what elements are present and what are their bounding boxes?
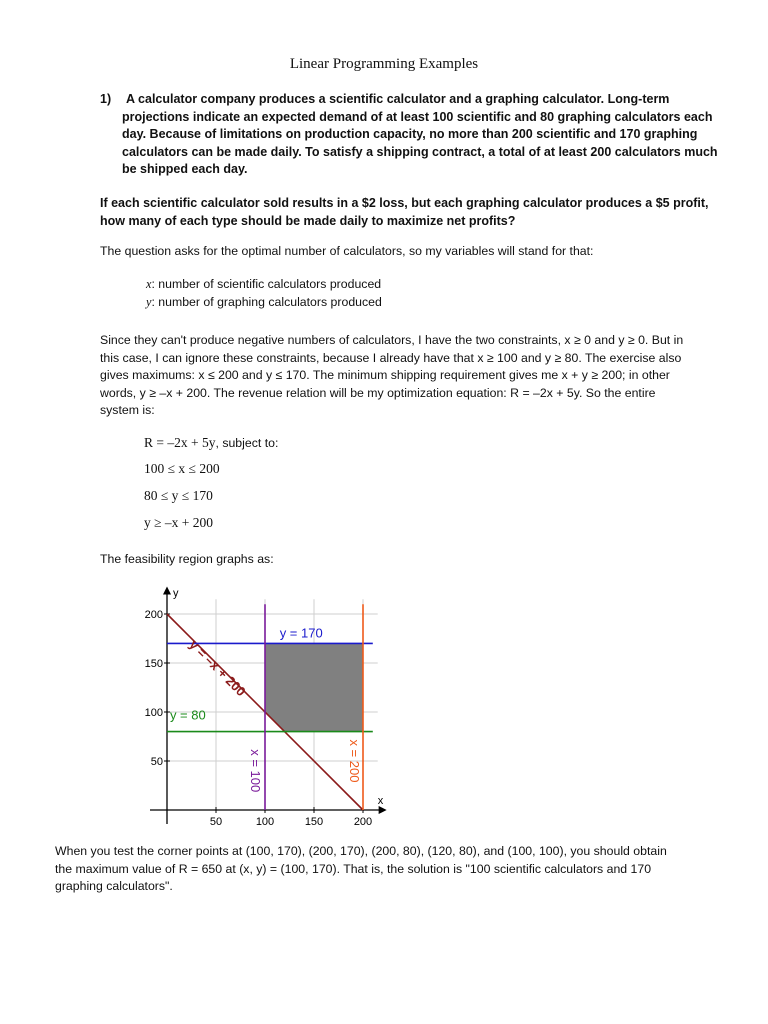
- paragraph-line: graphing calculators".: [55, 879, 173, 893]
- x-axis-label: x: [377, 795, 384, 807]
- label-y170: y = 170: [279, 625, 323, 641]
- variable-symbol: y: [146, 295, 152, 309]
- intro-text: The question asks for the optimal number of calculators, so my variables will stand for that:: [100, 244, 594, 258]
- graph-intro: The feasibility region graphs as:: [100, 552, 274, 566]
- x-axis-arrow: [379, 806, 387, 814]
- label-diagonal: y = –x + 200: [186, 636, 249, 700]
- objective-equation: [144, 435, 278, 451]
- variable-desc: : number of scientific calculators produced: [151, 277, 382, 291]
- objective: R = –2x + 5y: [144, 435, 216, 450]
- variable-symbol: x: [146, 277, 152, 291]
- y-tick-label: 150: [144, 658, 163, 670]
- paragraph-line: When you test the corner points at (100, 170), (200, 170), (200, 80), (120, 80), and (100, 100), you should obtain: [55, 844, 667, 858]
- x-tick-label: 50: [209, 816, 223, 828]
- paragraph-line: this case, I can ignore these constraints, because I already have that x ≥ 100 and y ≥ 80. The exercise also: [100, 350, 682, 365]
- conclusion-paragraph: [55, 843, 755, 896]
- subject-to: , subject to:: [215, 436, 279, 450]
- variable-x: [146, 277, 381, 292]
- x-tick-label: 200: [353, 816, 373, 828]
- variable-y: [146, 295, 382, 310]
- variable-desc: : number of graphing calculators produced: [151, 295, 382, 309]
- label-y80: y = 80: [169, 707, 206, 723]
- paragraph-line: gives maximums: x ≤ 200 and y ≤ 170. The minimum shipping requirement gives me x + y ≥ 200; in other: [100, 368, 670, 382]
- y-axis-arrow: [163, 586, 171, 594]
- problem-number: 1): [100, 92, 112, 106]
- feasibility-chart: [140, 578, 400, 828]
- label-x100: x = 100: [248, 749, 263, 793]
- page-title: Linear Programming Examples: [289, 56, 479, 72]
- question-text: If each scientific calculator sold results in a $2 loss, but each graphing calculator produces a $5 profit, how many of each type should be made daily to maximize net profits?: [100, 196, 709, 228]
- y-tick-label: 200: [144, 609, 163, 621]
- paragraph-line: Since they can't produce negative numbers of calculators, I have the two constraints, x ≥ 0 and y ≥ 0. But in: [100, 333, 684, 347]
- paragraph-line: the maximum value of R = 650 at (x, y) = (100, 170). That is, the solution is "100 scientific calculators and 170: [55, 861, 652, 876]
- x-tick-label: 100: [255, 816, 275, 828]
- constraint-shipping: y ≥ –x + 200: [144, 515, 214, 530]
- y-tick-label: 50: [150, 756, 163, 768]
- constraints-paragraph: [100, 332, 740, 420]
- y-axis-label: y: [173, 587, 179, 600]
- x-tick-label: 150: [304, 816, 324, 828]
- problem-text: A calculator company produces a scientific calculator and a graphing calculator. Long-term projections indicate an expected demand of at least 100 scientific and 80 graphing calculators each day. Because of limitations on production capacity, no more than 200 scientific and 170 graphing calculators can be made daily. To satisfy a shipping contract, a total of at least 200 calculators much be shipped each day.: [122, 92, 718, 176]
- y-tick-label: 100: [144, 707, 163, 719]
- paragraph-line: system is:: [100, 403, 155, 417]
- problem-statement: [100, 91, 720, 179]
- feasible-region: [265, 643, 363, 731]
- constraint-x-range: 100 ≤ x ≤ 200: [144, 461, 220, 476]
- paragraph-line: words, y ≥ –x + 200. The revenue relation will be my optimization equation: R = –2x + 5y. So the entire: [100, 385, 656, 400]
- label-x200: x = 200: [347, 739, 362, 783]
- constraint-y-range: 80 ≤ y ≤ 170: [144, 488, 213, 503]
